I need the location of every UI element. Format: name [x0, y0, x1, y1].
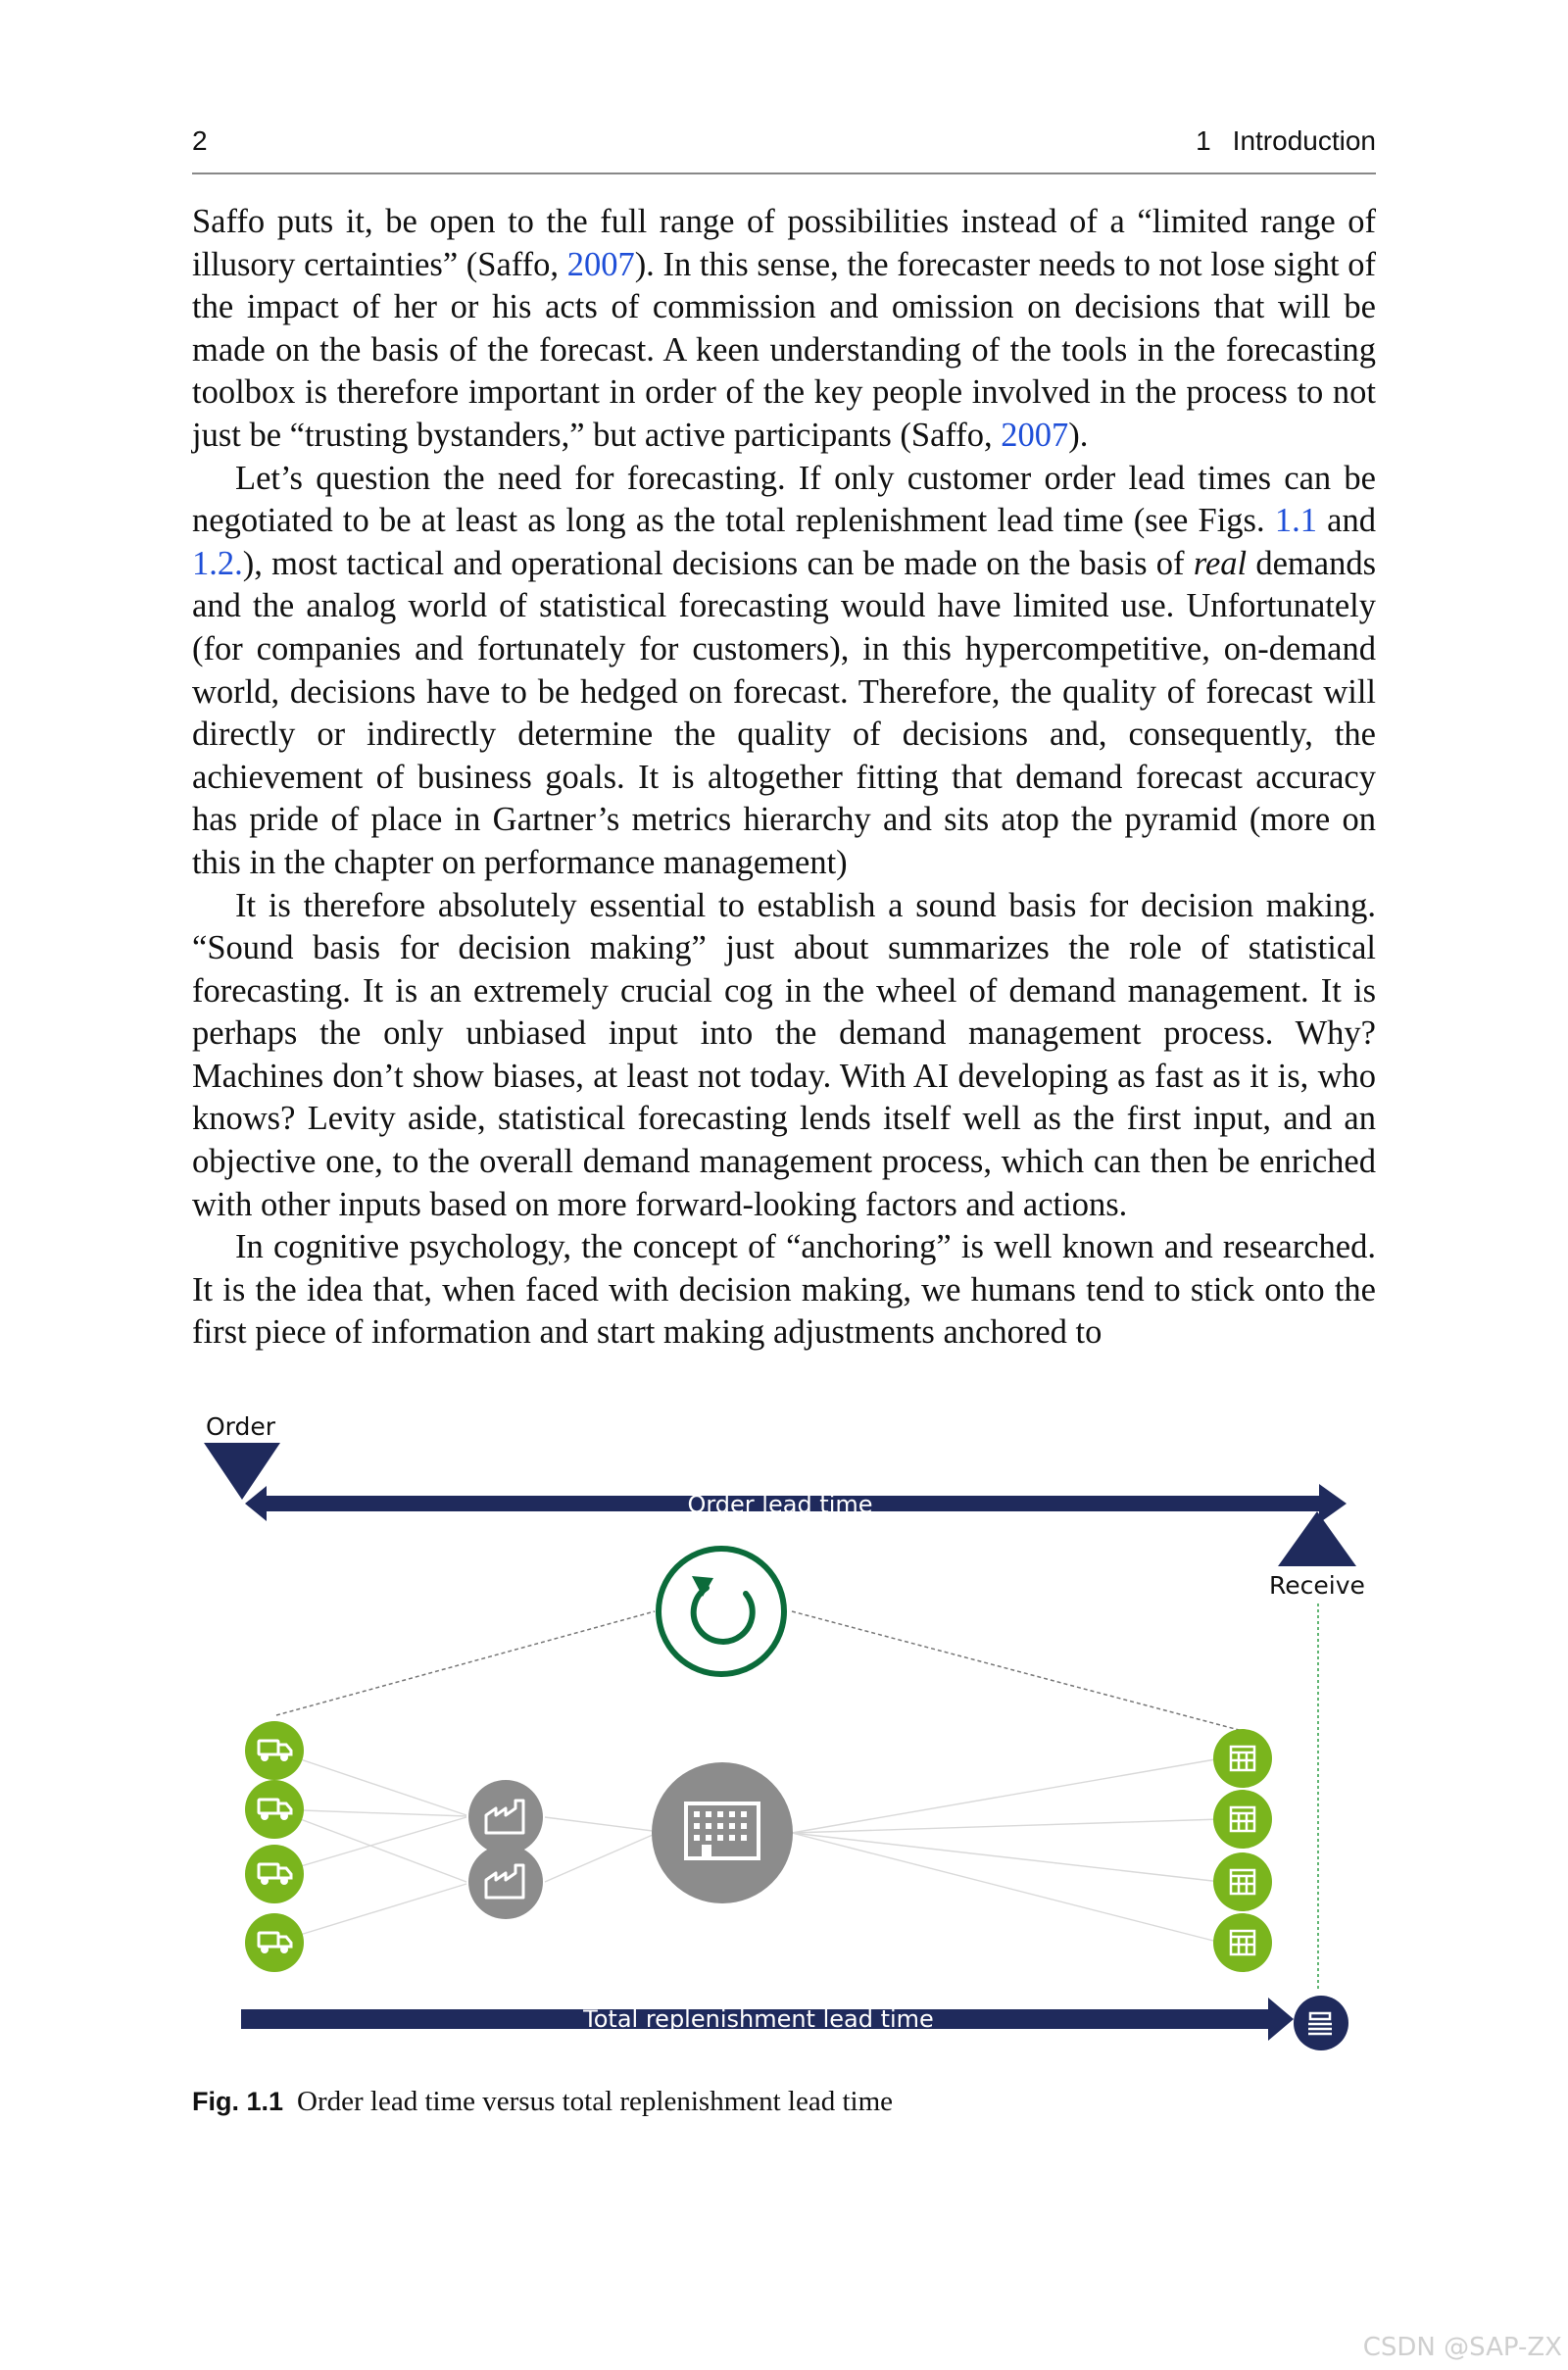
- text-run: and: [1316, 502, 1376, 540]
- customer-node: [1294, 1996, 1348, 2050]
- store-node: [1213, 1790, 1272, 1849]
- text-run: Let’s question the need for forecasting. If only customer order lead times can be negotiated to be at least as long as the total replenishment lead time (see Figs.: [192, 459, 1376, 540]
- supplier-node: [245, 1845, 304, 1903]
- body-text: [192, 201, 1376, 1355]
- caption-figure-number: Fig. 1.1: [192, 2087, 284, 2116]
- watermark: CSDN @SAP-ZX: [1362, 2333, 1562, 2362]
- text-run: ).: [1068, 416, 1089, 454]
- paragraph-3: It is therefore absolutely essential to establish a sound basis for decision making. “Sound basis for decision making” just about summarizes the role of statistical forecasting. It is an extremely crucial cog in the wheel of demand management. It is perhaps the only unbiased input into the demand management process. Why? Machines don’t show biases, at least not today. With AI developing as fast as it is, who knows? Levity aside, statistical forecasting lends itself well as the first input, and an objective one, to the overall demand management process, which can then be enriched with other inputs based on more forward-looking factors and actions.: [192, 886, 1376, 1223]
- chapter-title: Introduction: [1232, 125, 1376, 156]
- chapter-number: 1: [1196, 125, 1211, 156]
- header-rule: [192, 173, 1376, 174]
- figure-caption: [192, 2086, 1376, 2118]
- store-node: [1213, 1729, 1272, 1788]
- running-header: [192, 125, 1376, 165]
- store-node: [1213, 1852, 1272, 1911]
- receive-label: Receive: [1269, 1571, 1365, 1600]
- factory-node: [468, 1780, 543, 1854]
- figure-link[interactable]: 1.2.: [192, 544, 243, 582]
- chapter-heading: [1196, 125, 1376, 157]
- paragraph-2: [192, 458, 1376, 885]
- distribution-center-node: [652, 1762, 793, 1903]
- page-number: 2: [192, 125, 208, 156]
- factory-node: [468, 1845, 543, 1919]
- paragraph-1: [192, 201, 1376, 458]
- citation-link[interactable]: 2007: [1001, 416, 1069, 454]
- total-lead-time-label: Total replenishment lead time: [583, 2005, 934, 2033]
- text-run: ). In this sense, the forecaster needs to not lose sight of the impact of her or his acts of commission and omission on decisions that will be made on the basis of the forecast. A keen understanding of the tools in the forecasting toolbox is therefore important in order of the key people involved in the process to not just be “trusting bystanders,” but active participants (Saffo,: [192, 245, 1376, 454]
- citation-link[interactable]: 2007: [566, 245, 635, 283]
- supplier-node: [245, 1913, 304, 1972]
- order-marker-icon: [204, 1443, 280, 1500]
- order-label: Order: [206, 1412, 276, 1441]
- figure-link[interactable]: 1.1: [1274, 502, 1317, 540]
- cycle-link-right: [792, 1611, 1243, 1731]
- cycle-link-left: [276, 1611, 655, 1715]
- text-run: demands and the analog world of statistical forecasting would have limited use. Unfortunately (for companies and fortunately for customers), in this hypercompetitive, on-demand world, decisions have to be hedged on forecast. Therefore, the quality of forecast will directly or indirectly determine the quality of decisions and, consequently, the achievement of business goals. It is altogether fitting that demand forecast accuracy has pride of place in Gartner’s metrics hierarchy and sits atop the pyramid (more on this in the chapter on performance management): [192, 544, 1377, 881]
- paragraph-4: In cognitive psychology, the concept of “anchoring” is well known and researched. It is the idea that, when faced with decision making, we humans tend to stick onto the first piece of information and start making adjustments anchored to: [192, 1228, 1376, 1352]
- receive-marker-icon: [1278, 1511, 1356, 1566]
- emphasis: real: [1193, 544, 1248, 582]
- order-lead-time-label: Order lead time: [687, 1491, 873, 1518]
- refresh-cycle-icon: [659, 1549, 784, 1674]
- text-run: ), most tactical and operational decisions can be made on the basis of: [242, 544, 1194, 582]
- supplier-node: [245, 1721, 304, 1780]
- figure-1-1: [192, 1402, 1376, 2068]
- caption-text: Order lead time versus total replenishment lead time: [297, 2086, 894, 2117]
- lead-time-diagram: [192, 1402, 1376, 2068]
- supplier-node: [245, 1780, 304, 1839]
- store-node: [1213, 1913, 1272, 1972]
- text-run: Saffo puts it, be open to the full range of possibilities instead of a “limited range of illusory certainties” (Saffo,: [192, 203, 1376, 283]
